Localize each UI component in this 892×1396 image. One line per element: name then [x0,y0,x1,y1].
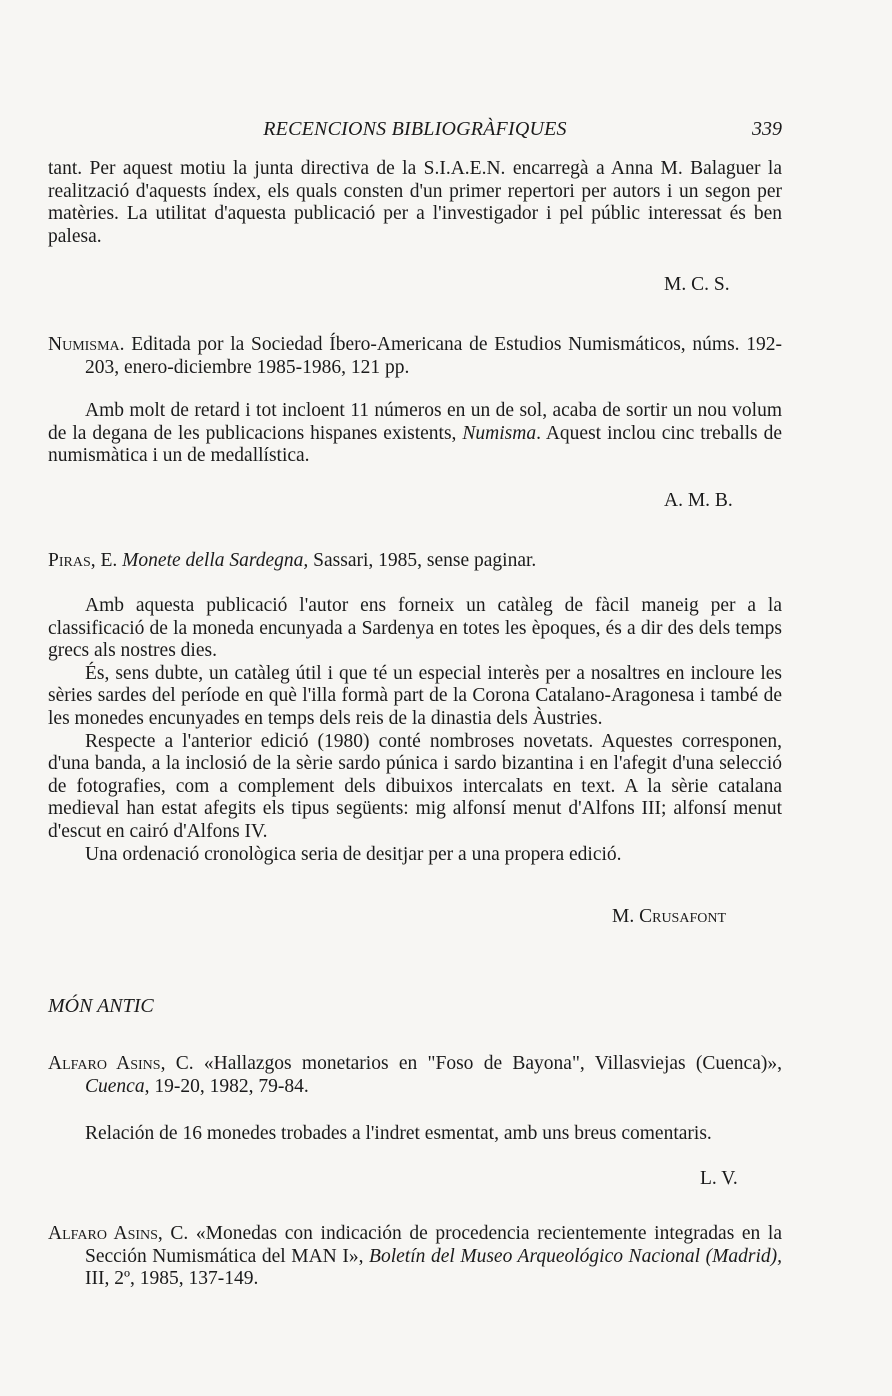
intro-text: tant. Per aquest motiu la junta directiva de la S.I.A.E.N. encarregà a Anna M. Balaguer la realització d'aquests índex, els quals consten d'un primer repertori per autors i un segon per matèries. La utilitat d'aquesta publicació per a l'investigador i pel públic interessat és ben palesa. [48,158,782,247]
piras-author-rest: , E. [90,550,123,571]
alfaro1-citation-after: , 19-20, 1982, 79-84. [144,1075,309,1097]
alfaro2-citation-before: , C. «Monedas con indicación de procedencia recientemente integradas en la Sección Numismática del MAN I», [85,1223,783,1267]
alfaro2-author: Alfaro Asins [48,1223,158,1244]
alfaro1-author: Alfaro Asins [48,1053,161,1074]
page-header [48,118,782,148]
alfaro1-review [48,1123,782,1146]
alfaro1-body: Relación de 16 monedes trobades a l'indret esmentat, amb uns breus comentaris. [85,1123,712,1144]
piras-citation-rest: Sassari, 1985, sense paginar. [308,550,537,571]
piras-citation [48,550,782,573]
running-title: RECENCIONS BIBLIOGRÀFIQUES [263,118,567,140]
alfaro2-journal: Boletín del Museo Arqueológico Nacional (Madrid), [369,1245,782,1267]
piras-signature-name: Crusafont [639,906,727,927]
section-title: MÓN ANTIC [48,995,154,1017]
alfaro1-signature: L. V. [700,1168,738,1189]
alfaro1-journal: Cuenca [85,1075,145,1097]
page-number: 339 [752,118,782,140]
numisma-author: Numisma. [48,334,125,355]
piras-paragraph-2: És, sens dubte, un catàleg útil i que té un especial interès per a nosaltres en incloure les sèries sardes del període en què l'illa formà part de la Corona Catalano-Aragonesa i també de les monedes encunyades en temps dels reis de la dinastia dels Àustries. [48,662,782,729]
numisma-body-title: Numisma [462,422,537,444]
numisma-citation-rest: Editada por la Sociedad Íbero-Americana de Estudios Numismáticos, núms. 192-203, enero-diciembre 1985-1986, 121 pp. [85,334,782,378]
intro-paragraph [48,158,782,248]
numisma-citation [48,334,782,379]
piras-author: Piras [48,550,91,571]
numisma-review [48,400,782,468]
piras-review [48,595,782,866]
intro-signature: M. C. S. [664,274,730,295]
alfaro2-citation-after: III, 2º, 1985, 137-149. [85,1268,259,1290]
numisma-signature: A. M. B. [664,490,733,511]
piras-paragraph-4: Una ordenació cronològica seria de desitjar per a una propera edició. [85,843,622,865]
piras-signature-initial: M. [612,906,640,927]
piras-signature [612,906,726,928]
alfaro1-citation [48,1053,782,1098]
alfaro2-citation [48,1223,782,1291]
numisma-body-before: Amb molt de retard i tot incloent 11 números en un de sol, acaba de sortir un nou volum de la degana de les publicacions hispanes existents, [48,400,782,444]
piras-title: Monete della Sardegna, [122,550,309,571]
numisma-body-after: . Aquest inclou cinc treballs de numismàtica i un de medallística. [48,422,783,467]
alfaro1-citation-before: , C. «Hallazgos monetarios en "Foso de Bayona", Villasviejas (Cuenca)», [160,1053,782,1074]
piras-paragraph-1: Amb aquesta publicació l'autor ens forneix un catàleg de fàcil maneig per a la classificació de la moneda encunyada a Sardenya en totes les èpoques, és a dir des dels temps grecs als nostres dies. [48,595,782,662]
piras-paragraph-3: Respecte a l'anterior edició (1980) conté nombroses novetats. Aquestes corresponen, d'una banda, a la inclosió de la sèrie sardo púnica i sardo bizantina i en l'afegit d'una selecció de fotografies, com a complement dels dibuixos intercalats en text. A la sèrie catalana medieval han estat afegits els tipus següents: mig alfonsí menut d'Alfons III; alfonsí menut d'escut en cairó d'Alfons IV. [48,730,782,842]
